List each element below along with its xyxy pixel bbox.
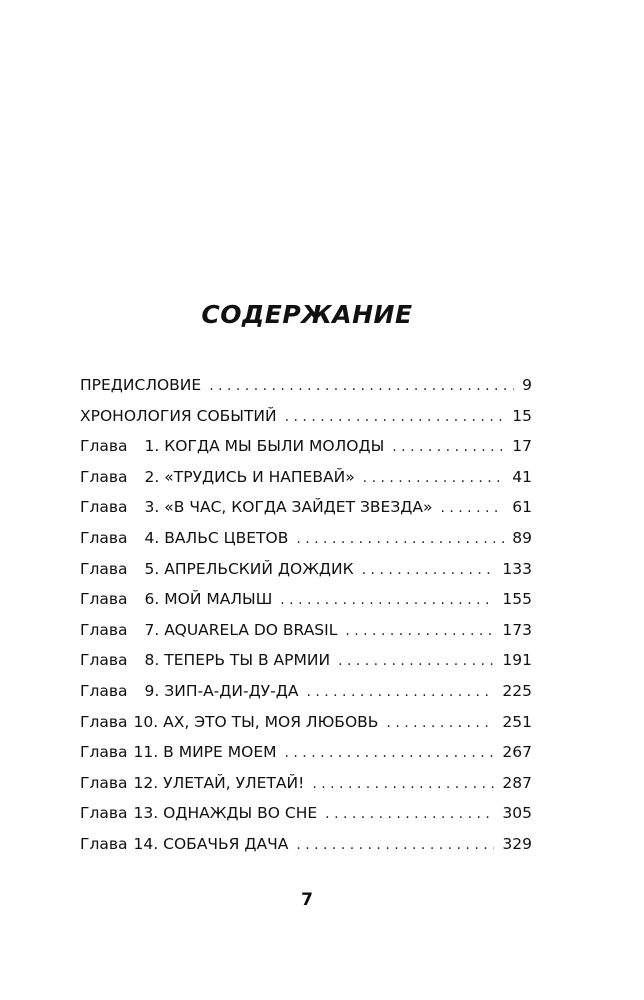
entry-title: ХРОНОЛОГИЯ СОБЫТИЙ xyxy=(80,406,277,425)
dot-leader xyxy=(362,555,495,586)
chapter-number: 14. xyxy=(133,834,159,853)
chapter-label: Глава xyxy=(80,651,128,670)
chapter-label: Глава xyxy=(80,773,128,792)
toc-entry-chapter-13[interactable] xyxy=(80,798,532,829)
dot-leader xyxy=(338,646,494,677)
dot-leader xyxy=(209,371,514,402)
chapter-number: 6. xyxy=(144,590,160,609)
page-number: 305 xyxy=(502,804,532,823)
entry-title: УЛЕТАЙ, УЛЕТАЙ! xyxy=(163,773,305,792)
dot-leader xyxy=(392,432,504,463)
toc-entry-preface[interactable] xyxy=(80,370,532,401)
entry-title: ПРЕДИСЛОВИЕ xyxy=(80,376,202,394)
page-number: 287 xyxy=(502,773,532,792)
page-number: 251 xyxy=(502,712,532,731)
page-number: 41 xyxy=(512,467,532,486)
chapter-label: Глава xyxy=(80,620,128,639)
page-number: 225 xyxy=(502,681,532,700)
chapter-number: 3. xyxy=(144,498,160,517)
chapter-label: Глава xyxy=(80,559,128,578)
page-number: 191 xyxy=(502,651,532,670)
chapter-number: 4. xyxy=(144,528,160,547)
dot-leader xyxy=(285,402,505,433)
chapter-number: 7. xyxy=(144,620,160,639)
entry-title: ТЕПЕРЬ ТЫ В АРМИИ xyxy=(164,651,331,670)
toc-entry-chapter-10[interactable] xyxy=(80,707,532,738)
chapter-number: 13. xyxy=(133,804,159,823)
page-number: 155 xyxy=(502,590,532,609)
dot-leader xyxy=(306,677,494,708)
dot-leader xyxy=(363,463,505,494)
toc-entry-chapter-3[interactable] xyxy=(80,492,532,523)
entry-title: ОДНАЖДЫ ВО СНЕ xyxy=(163,804,318,823)
toc-entry-chapter-1[interactable] xyxy=(80,431,532,462)
dot-leader xyxy=(312,769,494,800)
table-of-contents xyxy=(80,370,532,860)
dot-leader xyxy=(325,799,494,830)
entry-title: «В ЧАС, КОГДА ЗАЙДЕТ ЗВЕЗДА» xyxy=(164,498,433,517)
chapter-label: Глава xyxy=(80,834,128,853)
dot-leader xyxy=(296,830,494,861)
entry-title: АХ, ЭТО ТЫ, МОЯ ЛЮБОВЬ xyxy=(163,712,379,731)
page-number: 329 xyxy=(502,834,532,853)
chapter-label: Глава xyxy=(80,743,128,762)
entry-title: ЗИП-А-ДИ-ДУ-ДА xyxy=(164,681,299,700)
chapter-number: 8. xyxy=(144,651,160,670)
chapter-label: Глава xyxy=(80,590,128,609)
dot-leader xyxy=(285,738,495,769)
toc-entry-chapter-14[interactable] xyxy=(80,829,532,860)
toc-entry-chapter-5[interactable] xyxy=(80,554,532,585)
toc-entry-chapter-2[interactable] xyxy=(80,462,532,493)
page-number: 17 xyxy=(512,437,532,456)
toc-entry-chapter-12[interactable] xyxy=(80,768,532,799)
entry-title: AQUARELA DO BRASIL xyxy=(164,620,338,639)
dot-leader xyxy=(296,524,504,555)
entry-title: МОЙ МАЛЫШ xyxy=(164,590,273,609)
chapter-label: Глава xyxy=(80,712,128,731)
toc-entry-chapter-9[interactable] xyxy=(80,676,532,707)
toc-entry-chapter-4[interactable] xyxy=(80,523,532,554)
toc-entry-chapter-6[interactable] xyxy=(80,584,532,615)
page-number: 9 xyxy=(522,376,532,394)
toc-entry-chronology[interactable] xyxy=(80,401,532,432)
entry-title: ВАЛЬС ЦВЕТОВ xyxy=(164,528,289,547)
page-number: 15 xyxy=(512,406,532,425)
chapter-number: 12. xyxy=(133,773,159,792)
page-number: 133 xyxy=(502,559,532,578)
chapter-label: Глава xyxy=(80,528,128,547)
entry-title: В МИРЕ МОЕМ xyxy=(163,743,277,762)
chapter-label: Глава xyxy=(80,437,128,456)
page-number: 61 xyxy=(512,498,532,517)
chapter-label: Глава xyxy=(80,804,128,823)
dot-leader xyxy=(386,708,494,739)
page-folio: 7 xyxy=(301,890,313,910)
page-title: СОДЕРЖАНИЕ xyxy=(201,300,413,329)
dot-leader xyxy=(440,493,504,524)
chapter-number: 1. xyxy=(144,437,160,456)
page-number: 89 xyxy=(512,528,532,547)
entry-title: «ТРУДИСЬ И НАПЕВАЙ» xyxy=(164,467,355,486)
chapter-label: Глава xyxy=(80,681,128,700)
chapter-number: 9. xyxy=(144,681,160,700)
page-number: 173 xyxy=(502,620,532,639)
entry-title: КОГДА МЫ БЫЛИ МОЛОДЫ xyxy=(164,437,385,456)
page-number: 267 xyxy=(502,743,532,762)
dot-leader xyxy=(280,585,494,616)
chapter-number: 10. xyxy=(133,712,159,731)
chapter-number: 11. xyxy=(133,743,159,762)
entry-title: АПРЕЛЬСКИЙ ДОЖДИК xyxy=(164,559,354,578)
entry-title: СОБАЧЬЯ ДАЧА xyxy=(163,834,289,853)
chapter-number: 5. xyxy=(144,559,160,578)
chapter-label: Глава xyxy=(80,467,128,486)
chapter-label: Глава xyxy=(80,498,128,517)
dot-leader xyxy=(345,616,494,647)
toc-entry-chapter-11[interactable] xyxy=(80,737,532,768)
chapter-number: 2. xyxy=(144,467,160,486)
toc-entry-chapter-7[interactable] xyxy=(80,615,532,646)
toc-entry-chapter-8[interactable] xyxy=(80,645,532,676)
